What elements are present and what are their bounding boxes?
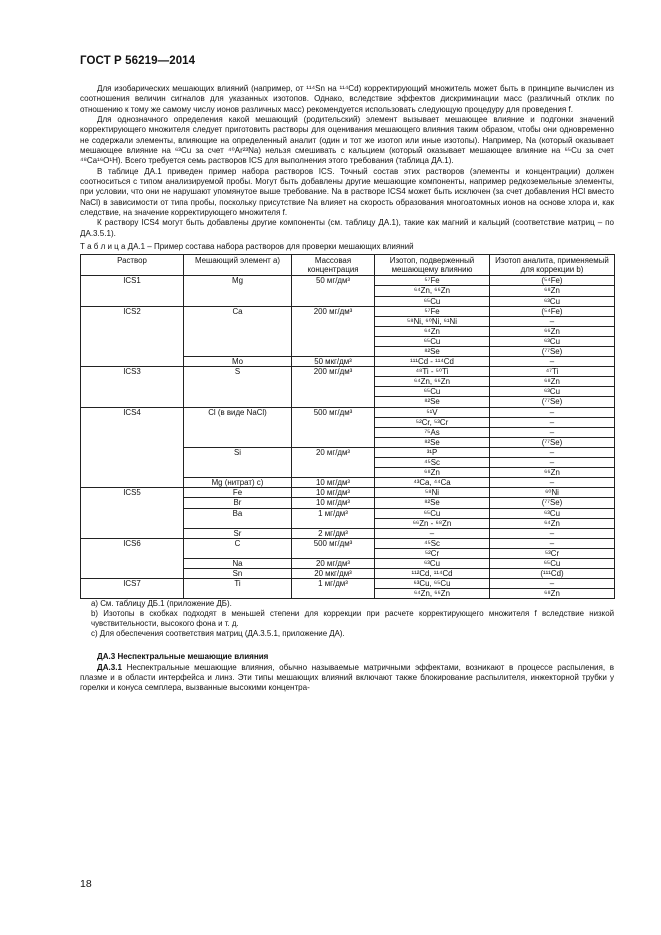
table-row: [81, 417, 615, 427]
table-cell: Ba: [184, 508, 292, 518]
table-cell: Na: [184, 558, 292, 568]
table-cell: ⁸²Se: [375, 397, 490, 407]
table-cell: 20 мкг/дм³: [292, 569, 375, 579]
table-row: [81, 538, 615, 548]
table-cell: 2 мг/дм³: [292, 528, 375, 538]
table-cell: Mg (нитрат) c): [184, 478, 292, 488]
table-cell: [292, 458, 375, 468]
table-cell: ⁵⁸Ni: [375, 488, 490, 498]
table-cell: [292, 589, 375, 599]
table-row: [81, 387, 615, 397]
table-cell: ⁶³Cu: [490, 296, 615, 306]
header-interfering-element: Мешающий элемент a): [184, 255, 292, 276]
table-cell: [184, 377, 292, 387]
table-cell: ⁶³Cu: [375, 558, 490, 568]
table-cell: [184, 316, 292, 326]
table-cell: [81, 427, 184, 437]
table-cell: [81, 296, 184, 306]
table-cell: (⁵⁴Fe): [490, 276, 615, 286]
table-cell: [184, 468, 292, 478]
table-cell: [81, 347, 184, 357]
table-cell: [292, 397, 375, 407]
table-cell: [184, 437, 292, 447]
table-cell: –: [490, 417, 615, 427]
interference-table: [80, 254, 615, 599]
table-cell: [81, 528, 184, 538]
table-cell: ICS6: [81, 538, 184, 548]
table-cell: (⁷⁷Se): [490, 437, 615, 447]
table-row: [81, 427, 615, 437]
table-cell: [81, 569, 184, 579]
table-cell: [184, 548, 292, 558]
table-row: [81, 296, 615, 306]
table-cell: ⁵²Cr: [375, 548, 490, 558]
table-row: [81, 468, 615, 478]
table-cell: [184, 296, 292, 306]
header-solution: Раствор: [81, 255, 184, 276]
table-cell: [81, 498, 184, 508]
table-cell: ⁶³Cu: [490, 387, 615, 397]
table-row: [81, 437, 615, 447]
table-cell: ⁶⁸Zn: [490, 589, 615, 599]
table-cell: ⁵³Cr: [490, 548, 615, 558]
table-cell: [81, 286, 184, 296]
table-cell: Si: [184, 447, 292, 457]
table-cell: ⁶³Cu: [490, 336, 615, 346]
table-cell: ⁶³Cu, ⁶⁵Cu: [375, 579, 490, 589]
table-cell: –: [490, 357, 615, 367]
table-cell: [292, 347, 375, 357]
table-cell: [292, 326, 375, 336]
table-cell: (¹¹¹Cd): [490, 569, 615, 579]
table-cell: ⁴⁵Sc: [375, 538, 490, 548]
table-cell: ⁶⁴Zn: [490, 518, 615, 528]
table-cell: ⁵⁷Fe: [375, 276, 490, 286]
table-cell: ⁶⁴Zn: [375, 326, 490, 336]
table-cell: (⁷⁷Se): [490, 347, 615, 357]
table-cell: [81, 357, 184, 367]
table-row: [81, 407, 615, 417]
table-cell: [81, 518, 184, 528]
table-cell: ICS2: [81, 306, 184, 316]
table-cell: (⁷⁷Se): [490, 397, 615, 407]
table-cell: [292, 427, 375, 437]
table-cell: 1 мг/дм³: [292, 508, 375, 518]
footnote: c) Для обеспечения соответствия матриц (ДА.3.5.1, приложение ДА).: [91, 629, 345, 639]
table-cell: ¹¹²Cd, ¹¹⁴Cd: [375, 569, 490, 579]
table-cell: ⁶⁶Zn: [490, 326, 615, 336]
table-cell: –: [490, 579, 615, 589]
table-cell: ⁶⁵Cu: [375, 336, 490, 346]
table-cell: ⁶⁵Cu: [375, 296, 490, 306]
table-cell: ⁴³Ca, ⁴⁴Ca: [375, 478, 490, 488]
table-cell: [292, 286, 375, 296]
table-cell: ICS7: [81, 579, 184, 589]
table-cell: –: [490, 427, 615, 437]
table-row: [81, 518, 615, 528]
table-cell: ⁶⁸Zn: [375, 468, 490, 478]
table-cell: [292, 518, 375, 528]
table-row: [81, 347, 615, 357]
table-cell: 500 мг/дм³: [292, 538, 375, 548]
table-cell: [81, 589, 184, 599]
table-cell: [81, 437, 184, 447]
table-cell: [81, 387, 184, 397]
table-cell: ⁴⁵Sc: [375, 458, 490, 468]
table-cell: Mo: [184, 357, 292, 367]
table-cell: Sr: [184, 528, 292, 538]
table-cell: –: [490, 528, 615, 538]
table-cell: [184, 336, 292, 346]
table-cell: [292, 377, 375, 387]
table-cell: –: [490, 316, 615, 326]
table-cell: ⁶⁶Zn - ⁶⁸Zn: [375, 518, 490, 528]
table-cell: [81, 468, 184, 478]
table-cell: [292, 387, 375, 397]
table-cell: Cl (в виде NaCl): [184, 407, 292, 417]
table-cell: [184, 518, 292, 528]
section-title: ДА.3 Неспектральные мешающие влияния: [97, 652, 269, 662]
table-cell: 10 мг/дм³: [292, 498, 375, 508]
page-number: 18: [80, 878, 92, 890]
table-cell: –: [490, 407, 615, 417]
table-cell: ⁶⁰Ni: [490, 488, 615, 498]
table-row: [81, 316, 615, 326]
table-row: [81, 397, 615, 407]
table-cell: [81, 316, 184, 326]
table-cell: ⁶⁵Cu: [375, 508, 490, 518]
table-row: [81, 357, 615, 367]
table-cell: Mg: [184, 276, 292, 286]
table-cell: [81, 336, 184, 346]
table-cell: ¹¹¹Cd - ¹¹⁴Cd: [375, 357, 490, 367]
table-cell: [292, 316, 375, 326]
paragraph: Для однозначного определения какой мешающий (родительский) элемент вызывает мешающее влияние и подгонки значений корректирующего множителя следует приготовить растворы для оценивания мешающего влияния таким образом, чтобы они одновременно не содержали элементы, влияющие на определенный аналит (один и тот же изотоп или иные изотопы). Например, Na (который оказывает мешающее влияние на ⁶³Cu за счет ⁴⁰Ar²³Na) нельзя смешивать с кальцием (который оказывает мешающее влияние на ⁶⁵Cu за счет ⁴⁸Ca¹⁶O¹H). Всего требуется семь растворов ICS для выполнения этого требования (таблица ДА.1).: [80, 115, 614, 166]
table-cell: ICS4: [81, 407, 184, 417]
table-footnotes: [80, 599, 614, 639]
footnote: b) Изотопы в скобках подходят в меньшей степени для коррекции при расчете корректирующего множителя f вследствие низкой чувствительности, высокого фона и т. д.: [91, 609, 614, 629]
table-row: [81, 508, 615, 518]
table-cell: ICS3: [81, 367, 184, 377]
table-row: [81, 458, 615, 468]
table-row: [81, 589, 615, 599]
table-cell: ⁶³Cu: [490, 508, 615, 518]
table-cell: ³¹P: [375, 447, 490, 457]
table-cell: 10 мг/дм³: [292, 478, 375, 488]
table-cell: [81, 326, 184, 336]
table-row: [81, 276, 615, 286]
table-cell: [81, 377, 184, 387]
table-cell: ⁸²Se: [375, 347, 490, 357]
table-cell: ⁶⁴Zn, ⁶⁶Zn: [375, 589, 490, 599]
table-row: [81, 367, 615, 377]
table-caption: Т а б л и ц а ДА.1 – Пример состава набора растворов для проверки мешающих влияний: [80, 242, 414, 252]
table-cell: [292, 548, 375, 558]
table-cell: –: [490, 538, 615, 548]
table-cell: ⁷⁵As: [375, 427, 490, 437]
table-cell: [184, 458, 292, 468]
table-row: [81, 488, 615, 498]
table-cell: ⁵⁷Fe: [375, 306, 490, 316]
table-row: [81, 326, 615, 336]
table-header-row: [81, 255, 615, 276]
table-cell: ⁶⁶Zn: [490, 468, 615, 478]
table-cell: ⁸²Se: [375, 437, 490, 447]
page-content: [80, 84, 614, 694]
paragraph: Для изобарических мешающих влияний (например, от ¹¹⁴Sn на ¹¹⁴Cd) корректирующий множитель может быть в принципе вычислен из соотношения величин сигналов для указанных изотопов. Однако, вследствие эффектов дискриминации масс (различный отклик по отношению к тому же самому числу ионов различных масс) рекомендуется использовать следующую процедуру для проведения f.: [80, 84, 614, 114]
table-row: [81, 377, 615, 387]
table-cell: 50 мкг/дм³: [292, 357, 375, 367]
table-cell: [81, 548, 184, 558]
table-cell: ⁶⁴Zn, ⁶⁶Zn: [375, 377, 490, 387]
table-cell: 200 мг/дм³: [292, 367, 375, 377]
header-affected-isotope: Изотоп, подверженный мешающему влиянию: [375, 255, 490, 276]
table-cell: [81, 508, 184, 518]
table-cell: ⁶⁸Zn: [490, 286, 615, 296]
table-cell: Br: [184, 498, 292, 508]
table-cell: –: [490, 447, 615, 457]
table-row: [81, 579, 615, 589]
table-cell: [184, 397, 292, 407]
table-cell: ⁵¹V: [375, 407, 490, 417]
table-cell: S: [184, 367, 292, 377]
table-cell: ICS1: [81, 276, 184, 286]
table-cell: [292, 437, 375, 447]
table-cell: ⁵⁸Ni, ⁶⁰Ni, ⁶¹Ni: [375, 316, 490, 326]
header-mass-concentration: Массовая концентрация: [292, 255, 375, 276]
paragraph: В таблице ДА.1 приведен пример набора растворов ICS. Точный состав этих растворов (элементы и концентрации) должен соотноситься с типом анализируемой пробы. Могут быть добавлены другие мешающие компоненты, например редкоземельные элементы, при условии, что они не нарушают упомянутое выше требование. Na в растворе ICS4 может быть исключен (за счет добавления HCl вместо NaCl) в зависимости от типа пробы, поскольку присутствие Na влияет на скорость образования многоатомных ионов на основе хлора и, как следствие, на значение корректирующего множителя f.: [80, 166, 614, 218]
table-cell: [184, 326, 292, 336]
table-cell: –: [490, 478, 615, 488]
table-cell: [292, 336, 375, 346]
table-cell: 1 мг/дм³: [292, 579, 375, 589]
table-cell: [81, 447, 184, 457]
table-cell: [81, 478, 184, 488]
table-cell: 500 мг/дм³: [292, 407, 375, 417]
table-cell: Ti: [184, 579, 292, 589]
table-cell: 50 мг/дм³: [292, 276, 375, 286]
table-cell: [81, 397, 184, 407]
table-row: [81, 306, 615, 316]
table-cell: C: [184, 538, 292, 548]
table-row: [81, 498, 615, 508]
table-cell: 10 мг/дм³: [292, 488, 375, 498]
footnote: a) См. таблицу ДБ.1 (приложение ДБ).: [91, 599, 232, 609]
table-cell: ⁴⁷Ti: [490, 367, 615, 377]
table-cell: [81, 458, 184, 468]
paragraph-text: Неспектральные мешающие влияния, обычно называемые матричными эффектами, возникают в процессе распыления, в плазме и в области интерфейса и линз. Эти типы мешающих влияний включают также блокирование распылителя, инжекторной трубки у горелки и конуса семплера, вызванные высокими концентра-: [80, 662, 614, 693]
table-cell: [292, 417, 375, 427]
table-row: [81, 528, 615, 538]
table-row: [81, 447, 615, 457]
table-cell: ICS5: [81, 488, 184, 498]
table-cell: [81, 558, 184, 568]
paragraph-number: ДА.3.1: [97, 662, 122, 672]
table-cell: Sn: [184, 569, 292, 579]
table-cell: [81, 417, 184, 427]
table-cell: ⁶⁵Cu: [375, 387, 490, 397]
table-cell: [184, 286, 292, 296]
table-cell: [184, 387, 292, 397]
table-cell: ⁵²Cr, ⁵³Cr: [375, 417, 490, 427]
table-cell: ⁸²Se: [375, 498, 490, 508]
table-row: [81, 286, 615, 296]
table-cell: 20 мг/дм³: [292, 447, 375, 457]
header-correction-isotope: Изотоп аналита, применяемый для коррекции b): [490, 255, 615, 276]
table-cell: [184, 417, 292, 427]
table-cell: ⁴⁸Ti - ⁵⁰Ti: [375, 367, 490, 377]
table-cell: 20 мг/дм³: [292, 558, 375, 568]
table-cell: [184, 347, 292, 357]
table-cell: ⁶⁴Zn, ⁶⁶Zn: [375, 286, 490, 296]
table-cell: 200 мг/дм³: [292, 306, 375, 316]
table-cell: ⁶⁸Zn: [490, 377, 615, 387]
table-cell: Ca: [184, 306, 292, 316]
table-row: [81, 336, 615, 346]
table-cell: ⁶⁵Cu: [490, 558, 615, 568]
table-cell: [292, 468, 375, 478]
standard-header: ГОСТ Р 56219—2014: [80, 55, 196, 67]
table-row: [81, 478, 615, 488]
table-cell: –: [375, 528, 490, 538]
table-cell: (⁵⁴Fe): [490, 306, 615, 316]
table-body: [81, 276, 615, 599]
table-cell: (⁷⁷Se): [490, 498, 615, 508]
table-cell: –: [490, 458, 615, 468]
table-cell: [184, 589, 292, 599]
table-cell: Fe: [184, 488, 292, 498]
paragraph: К раствору ICS4 могут быть добавлены другие компоненты (см. таблицу ДА.1), такие как магний и кальций (соответствие матриц – по ДА.3.5.1).: [80, 218, 614, 238]
table-row: [81, 558, 615, 568]
table-cell: [292, 296, 375, 306]
table-row: [81, 569, 615, 579]
section-paragraph: [80, 663, 614, 694]
table-row: [81, 548, 615, 558]
table-cell: [184, 427, 292, 437]
